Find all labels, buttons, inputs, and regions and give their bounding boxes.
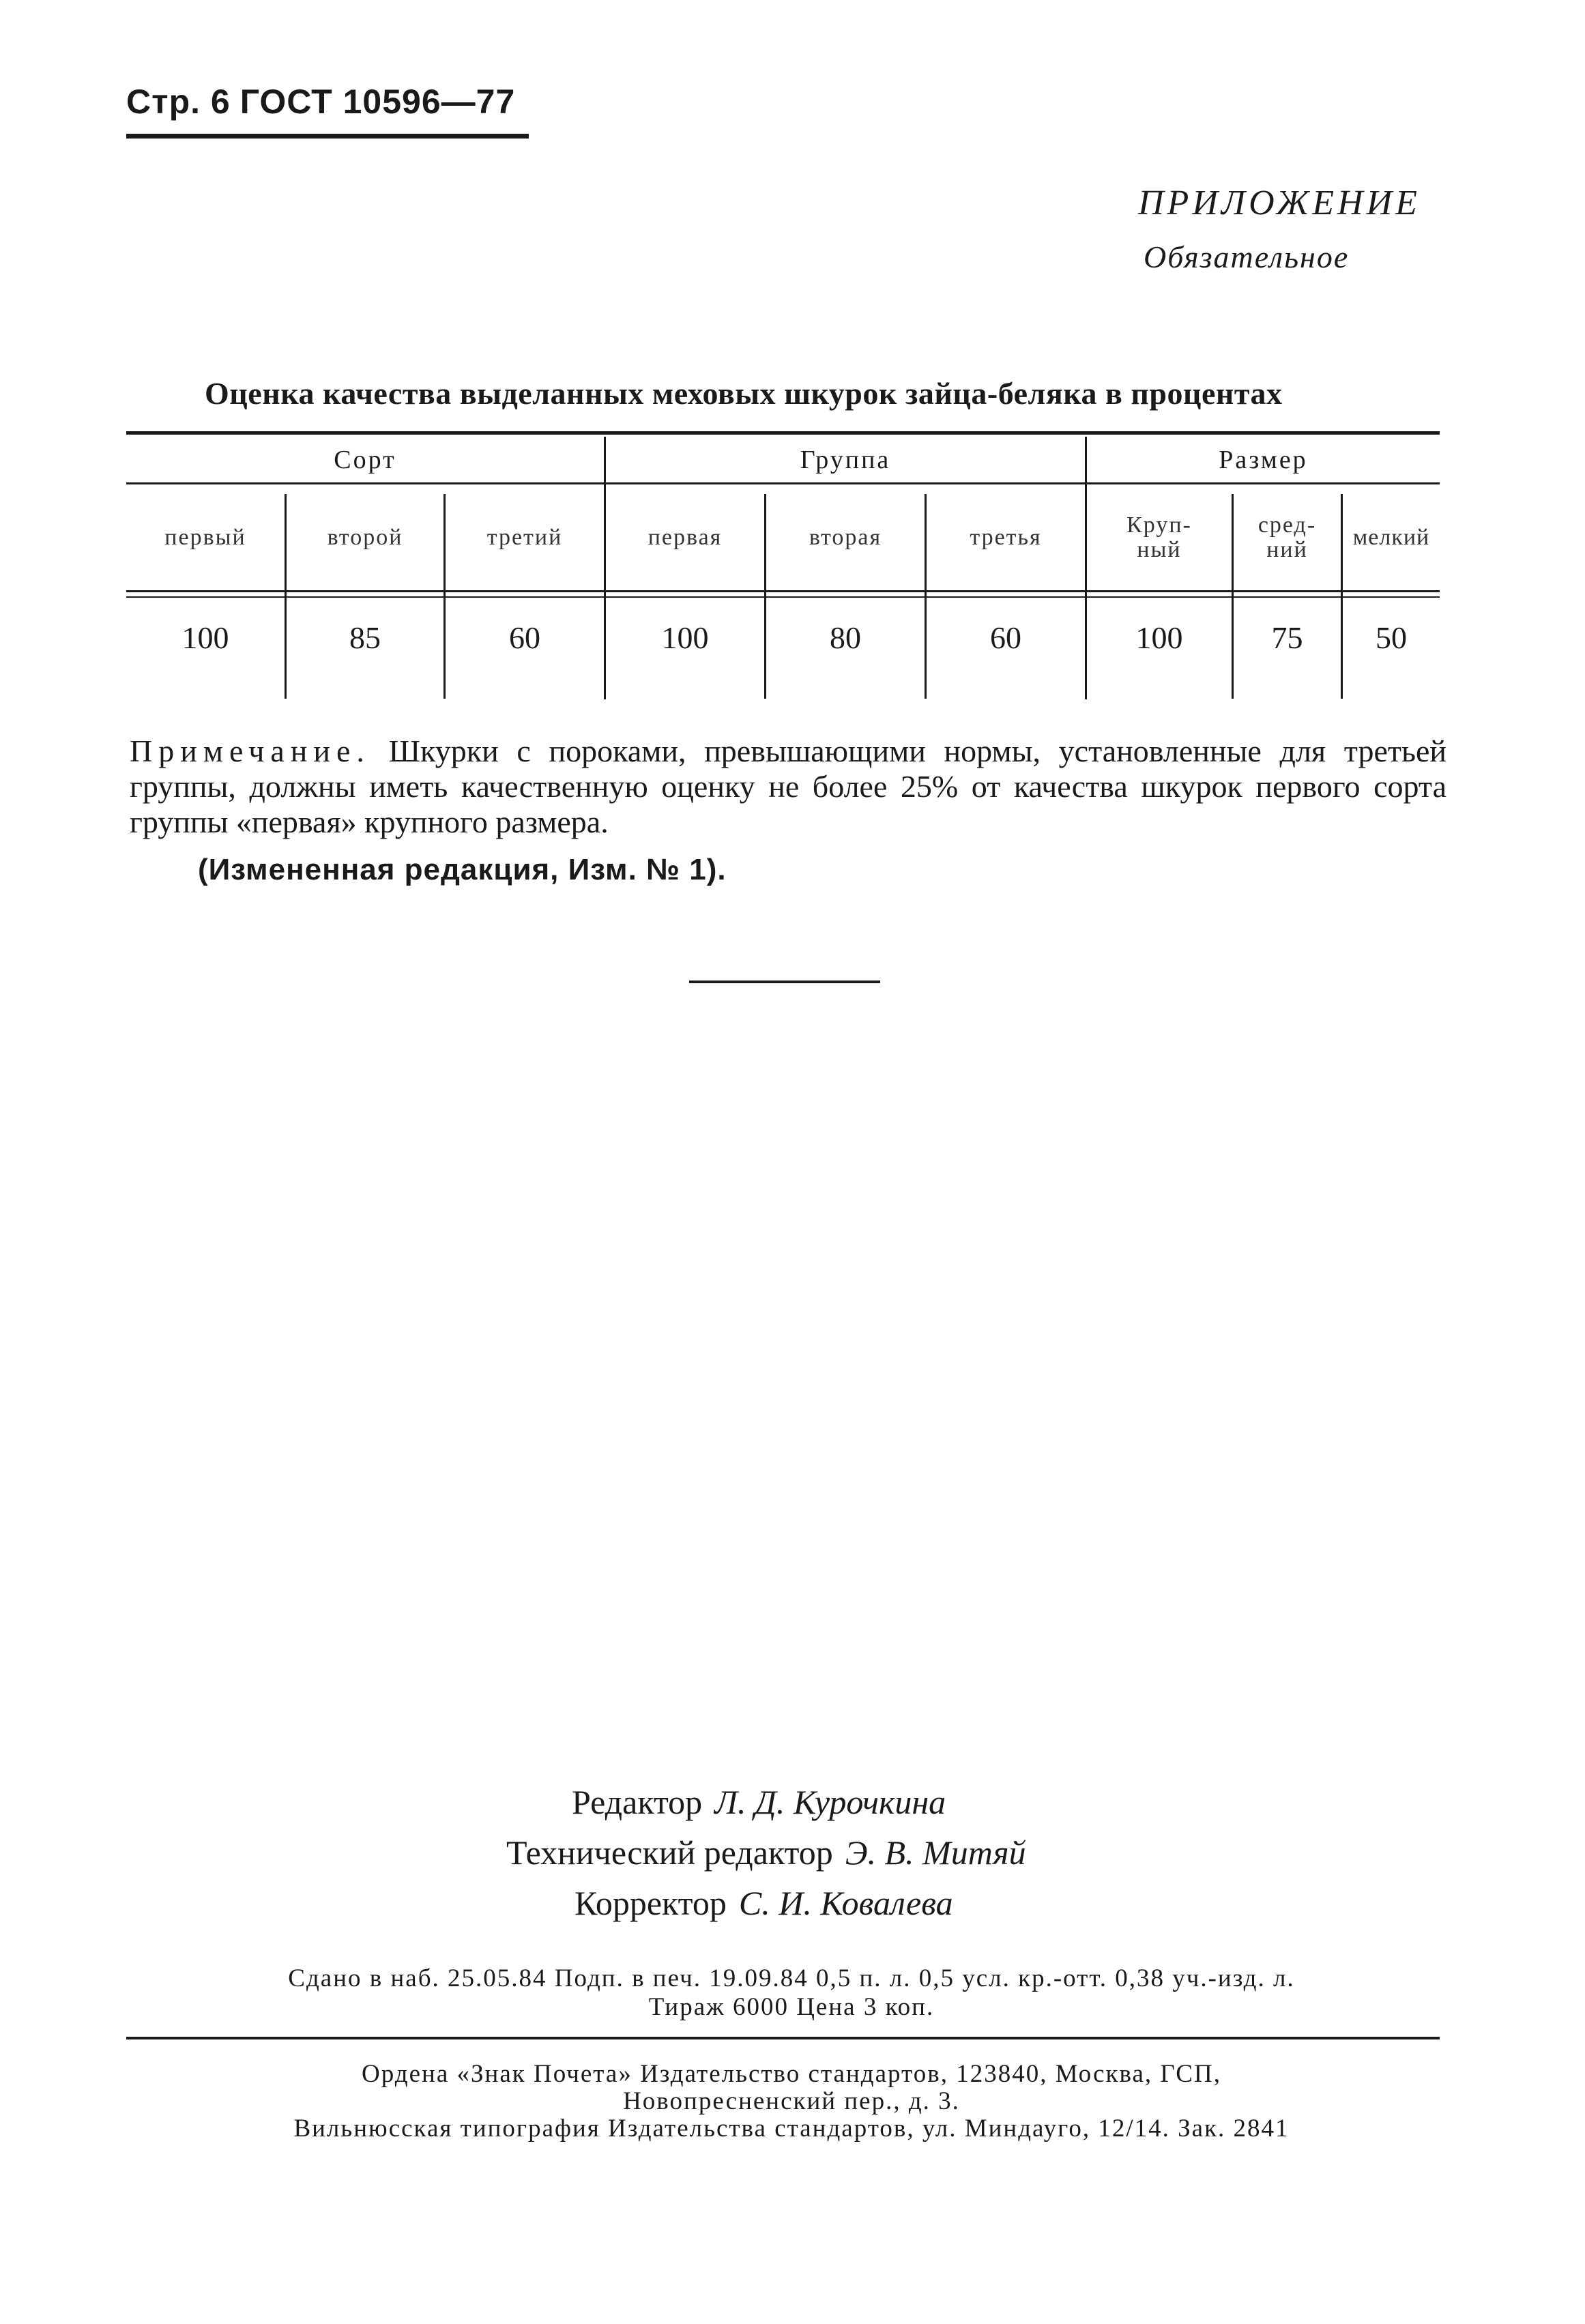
subheader-cell: сред- ний: [1257, 512, 1317, 562]
standard-number: ГОСТ 10596—77: [239, 83, 516, 121]
subheader-cell: первая: [648, 524, 723, 550]
value-cell: 60: [509, 620, 540, 655]
credit-tech-editor: [506, 1833, 1026, 1872]
credit-role: Редактор: [572, 1783, 703, 1821]
note-lead: Примечание.: [130, 733, 370, 768]
value-cell: 100: [1135, 620, 1183, 655]
value-cell: 50: [1376, 620, 1407, 655]
credit-role: Корректор: [575, 1884, 727, 1922]
subheader-cell: вторая: [809, 524, 882, 550]
page-number: Стр. 6: [126, 83, 231, 121]
credit-proofreader: [575, 1883, 953, 1923]
appendix-title: ПРИЛОЖЕНИЕ: [1138, 184, 1421, 222]
quality-table: [126, 431, 1440, 701]
credit-name: Л. Д. Курочкина: [714, 1783, 946, 1821]
subheader-cell: Круп- ный: [1126, 512, 1192, 562]
publisher-line: Ордена «Знак Почета» Издательство стандартов, 123840, Москва, ГСП,: [362, 2060, 1221, 2088]
page-header: [126, 82, 515, 121]
subheader-cell: мелкий: [1352, 524, 1430, 550]
publisher-line: Вильнюсская типография Издательства стандартов, ул. Миндауго, 12/14. Зак. 2841: [293, 2115, 1290, 2143]
credit-name: Э. В. Митяй: [845, 1833, 1026, 1872]
table-title: Оценка качества выделанных меховых шкурок зайца-беляка в процентах: [205, 376, 1283, 411]
imprint-line: Сдано в наб. 25.05.84 Подп. в печ. 19.09.84 0,5 п. л. 0,5 усл. кр.-отт. 0,38 уч.-изд. л.: [288, 1964, 1295, 1992]
value-cell: 75: [1271, 620, 1303, 655]
note-text: Шкурки с пороками, превышающими нормы, установленные для третьей группы, должны иметь качественную оценку не более 25% от качества шкурок первого сорта группы «первая» крупного размера.: [130, 733, 1446, 839]
header-rule: [126, 134, 529, 139]
appendix-subtitle: Обязательное: [1144, 239, 1350, 274]
value-cell: 80: [830, 620, 861, 655]
table-top-rule: [126, 431, 1440, 435]
value-cell: 85: [349, 620, 381, 655]
table-header-rule: [126, 590, 1440, 592]
imprint-line: Тираж 6000 Цена 3 коп.: [648, 1993, 935, 2021]
subheader-cell: второй: [327, 524, 403, 550]
subheader-cell: третья: [970, 524, 1042, 550]
amendment-note: (Измененная редакция, Изм. № 1).: [198, 853, 727, 886]
publisher-line: Новопресненский пер., д. 3.: [623, 2087, 960, 2115]
value-cell: 100: [661, 620, 709, 655]
credit-name: С. И. Ковалева: [738, 1884, 953, 1922]
value-cell: 100: [181, 620, 229, 655]
credit-role: Технический редактор: [506, 1833, 833, 1872]
section-divider: [689, 981, 880, 983]
table-header-rule-2: [126, 596, 1440, 598]
table-note: [130, 733, 1446, 840]
credit-editor: [572, 1782, 946, 1822]
group-header-group: Группа: [800, 445, 891, 474]
value-cell: 60: [990, 620, 1021, 655]
group-header-sort: Сорт: [334, 445, 396, 474]
subheader-cell: третий: [486, 524, 563, 550]
group-header-size: Размер: [1219, 445, 1308, 474]
imprint-rule: [126, 2037, 1440, 2039]
subheader-cell: первый: [164, 524, 246, 550]
